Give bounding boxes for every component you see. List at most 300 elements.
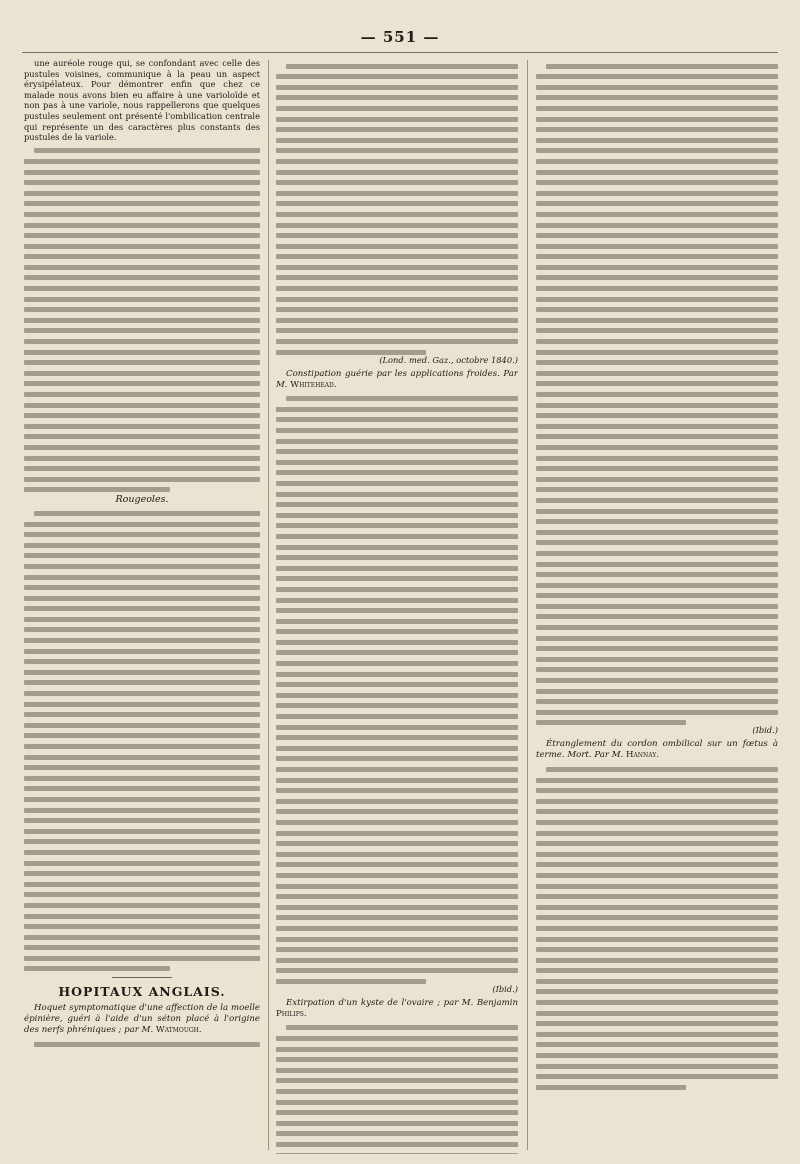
text-line (276, 233, 518, 238)
text-line (34, 511, 260, 516)
text-line (536, 625, 778, 630)
text-line (276, 117, 518, 122)
text-line (536, 434, 778, 439)
text-line (536, 1011, 778, 1016)
text-line (24, 606, 260, 611)
text-line (276, 619, 518, 624)
text-line (24, 487, 170, 492)
text-line (536, 403, 778, 408)
text-line (24, 191, 260, 196)
text-line (24, 307, 260, 312)
text-line (24, 456, 260, 461)
opening-paragraph: une auréole rouge qui, se confondant avec celle des pustules voisines, communique à la peau un aspect érysipélateux. Pour démontrer enfin que chez ce malade nous avons bien eu affaire à une varioloïde et non pas à une variole, nous rappellerons que quelques pustules seulement ont présenté l'ombilication centrale qui représente un des caractères plus constants des pustules de la variole. (24, 58, 260, 143)
text-line (24, 328, 260, 333)
text-line (24, 434, 260, 439)
text-line (276, 979, 426, 984)
column-1 (24, 58, 260, 1154)
section-heading-hopitaux-anglais: HOPITAUX ANGLAIS. (58, 984, 226, 1000)
text-line (536, 1021, 778, 1026)
text-line (276, 778, 518, 783)
column-divider-right (527, 60, 528, 1150)
text-line (536, 371, 778, 376)
text-line (276, 873, 518, 878)
text-line (536, 350, 778, 355)
text-line (24, 702, 260, 707)
text-line (536, 191, 778, 196)
text-line (536, 699, 778, 704)
text-line (276, 328, 518, 333)
text-line (276, 254, 518, 259)
text-line (276, 693, 518, 698)
text-line (276, 265, 518, 270)
text-line (24, 543, 260, 548)
text-line (276, 201, 518, 206)
text-line (276, 85, 518, 90)
text-block-4 (276, 64, 518, 355)
text-line (276, 180, 518, 185)
text-line (276, 534, 518, 539)
text-line (276, 1057, 518, 1062)
text-line (24, 180, 260, 185)
source-note-lond-med-gaz: (Lond. med. Gaz., octobre 1840.) (379, 354, 518, 365)
text-line (24, 638, 260, 643)
text-line (536, 233, 778, 238)
text-line (24, 445, 260, 450)
text-line (24, 659, 260, 664)
text-line (24, 786, 260, 791)
text-line (536, 958, 778, 963)
text-line (276, 852, 518, 857)
text-line (536, 667, 778, 672)
text-line (276, 339, 518, 344)
text-line (276, 1100, 518, 1105)
text-line (276, 513, 518, 518)
text-line (276, 138, 518, 143)
text-line (276, 756, 518, 761)
text-line (276, 608, 518, 613)
text-line (276, 650, 518, 655)
text-line (536, 989, 778, 994)
text-line (536, 809, 778, 814)
text-line (24, 776, 260, 781)
text-line (276, 1047, 518, 1052)
text-line (24, 733, 260, 738)
text-line (276, 661, 518, 666)
text-line (536, 456, 778, 461)
text-line (24, 966, 170, 971)
text-line (276, 788, 518, 793)
text-line (276, 307, 518, 312)
text-line (276, 862, 518, 867)
text-line (536, 328, 778, 333)
text-line (24, 564, 260, 569)
text-line (536, 297, 778, 302)
text-line (24, 575, 260, 580)
text-line (24, 956, 260, 961)
article-title-hoquet-text: Hoquet symptomatique d'une affection de la moelle épinière, guéri à l'aide d'un séton placé à l'origine des nerfs phréniques ; par M. (24, 1003, 260, 1036)
text-line (276, 937, 518, 942)
text-line (276, 894, 518, 899)
text-line (24, 882, 260, 887)
text-line (24, 318, 260, 323)
text-line (24, 924, 260, 929)
text-line (276, 318, 518, 323)
text-line (276, 439, 518, 444)
text-line (286, 64, 518, 69)
text-line (536, 884, 778, 889)
article-title-kyste-ovaire (276, 998, 518, 1020)
text-line (276, 212, 518, 217)
text-line (536, 604, 778, 609)
text-line (276, 576, 518, 581)
text-line (24, 871, 260, 876)
text-line (276, 460, 518, 465)
text-line (24, 350, 260, 355)
text-line (276, 350, 426, 355)
article-title-constipation-text: Constipation guérie par les applications froides. Par M. (276, 368, 518, 390)
text-line (536, 572, 778, 577)
text-line (24, 265, 260, 270)
text-line (536, 1042, 778, 1047)
text-line (536, 498, 778, 503)
text-line (24, 680, 260, 685)
text-block-8 (536, 767, 778, 1090)
text-line (24, 297, 260, 302)
text-line (536, 979, 778, 984)
text-line (276, 1131, 518, 1136)
text-line (24, 723, 260, 728)
text-line (536, 852, 778, 857)
text-line (24, 286, 260, 291)
text-line (276, 746, 518, 751)
article-title-constipation (276, 369, 518, 391)
text-line (276, 449, 518, 454)
text-line (536, 720, 686, 725)
text-line (24, 945, 260, 950)
text-line (536, 689, 778, 694)
text-line (276, 191, 518, 196)
text-block-7 (536, 64, 778, 726)
text-line (276, 629, 518, 634)
text-line (276, 905, 518, 910)
separator (112, 977, 172, 978)
text-line (536, 778, 778, 783)
column-3 (536, 58, 778, 1154)
text-line (536, 657, 778, 662)
article-title-etranglement-text: Étranglement du cordon ombilical sur un fœtus à terme. Mort. Par M. (536, 739, 778, 761)
text-line (276, 275, 518, 280)
article-title-etranglement (536, 739, 778, 761)
text-line (536, 360, 778, 365)
text-line (536, 710, 778, 715)
text-line (536, 862, 778, 867)
text-line (276, 1121, 518, 1126)
text-line (24, 755, 260, 760)
text-line (536, 551, 778, 556)
text-line (276, 244, 518, 249)
text-line (536, 127, 778, 132)
text-line (276, 703, 518, 708)
text-line (536, 392, 778, 397)
text-line (24, 712, 260, 717)
text-line (536, 646, 778, 651)
text-line (536, 254, 778, 259)
text-line (536, 1085, 686, 1090)
text-line (276, 640, 518, 645)
text-line (276, 555, 518, 560)
text-line (24, 275, 260, 280)
text-line (276, 714, 518, 719)
text-line (276, 1153, 518, 1154)
text-line (536, 873, 778, 878)
text-line (536, 509, 778, 514)
text-line (536, 937, 778, 942)
text-line (24, 381, 260, 386)
column-2 (276, 58, 518, 1154)
text-line (276, 502, 518, 507)
text-line (276, 481, 518, 486)
text-line (536, 286, 778, 291)
text-line (276, 297, 518, 302)
text-line (276, 672, 518, 677)
text-line (276, 74, 518, 79)
text-line (276, 170, 518, 175)
text-line (536, 445, 778, 450)
text-line (536, 74, 778, 79)
text-line (536, 788, 778, 793)
article-author-philips: Philips. (276, 1008, 307, 1019)
text-line (276, 106, 518, 111)
text-line (276, 809, 518, 814)
text-line (276, 470, 518, 475)
text-line (24, 339, 260, 344)
text-line (276, 926, 518, 931)
text-line (536, 201, 778, 206)
text-line (536, 466, 778, 471)
text-line (276, 799, 518, 804)
text-line (536, 831, 778, 836)
text-line (276, 492, 518, 497)
source-note-ibid-col3: (Ibid.) (752, 725, 778, 736)
text-line (276, 159, 518, 164)
text-line (536, 583, 778, 588)
text-line (24, 892, 260, 897)
text-line (276, 735, 518, 740)
text-line (276, 958, 518, 963)
article-author-whitehead: Whitehead. (290, 379, 337, 390)
text-line (24, 596, 260, 601)
text-line (276, 95, 518, 100)
text-line (24, 903, 260, 908)
text-line (24, 233, 260, 238)
text-line (276, 1068, 518, 1073)
text-line (536, 307, 778, 312)
text-line (536, 170, 778, 175)
text-line (276, 127, 518, 132)
text-line (34, 1042, 260, 1047)
article-author-hannay: Hannay. (625, 750, 660, 761)
text-line (24, 585, 260, 590)
text-line (24, 839, 260, 844)
text-line (536, 318, 778, 323)
text-line (286, 396, 518, 401)
source-note-ibid-col2: (Ibid.) (492, 983, 518, 994)
text-line (34, 148, 260, 153)
text-line (276, 820, 518, 825)
text-line (536, 95, 778, 100)
text-block-3 (24, 1042, 260, 1047)
text-line (536, 519, 778, 524)
text-line (24, 392, 260, 397)
text-line (286, 1025, 518, 1030)
text-line (276, 831, 518, 836)
text-line (24, 627, 260, 632)
text-line (276, 682, 518, 687)
text-line (24, 403, 260, 408)
text-line (276, 915, 518, 920)
text-line (276, 1110, 518, 1115)
page-number-value: 551 (382, 28, 418, 46)
text-line (276, 968, 518, 973)
text-line (24, 914, 260, 919)
article-author-watmough: Watmough. (155, 1025, 202, 1036)
text-line (276, 1078, 518, 1083)
text-line (536, 487, 778, 492)
text-line (24, 223, 260, 228)
text-line (536, 1000, 778, 1005)
text-block-6 (276, 1025, 518, 1154)
text-line (536, 915, 778, 920)
text-line (536, 159, 778, 164)
text-line (24, 861, 260, 866)
text-line (24, 360, 260, 365)
text-line (24, 818, 260, 823)
text-line (536, 1032, 778, 1037)
article-title-hoquet (24, 1003, 260, 1036)
text-line (536, 339, 778, 344)
text-line (276, 407, 518, 412)
text-line (536, 223, 778, 228)
text-line (536, 593, 778, 598)
text-line (276, 417, 518, 422)
text-line (24, 670, 260, 675)
text-line (276, 523, 518, 528)
text-line (536, 820, 778, 825)
text-line (24, 413, 260, 418)
text-line (536, 636, 778, 641)
text-line (24, 212, 260, 217)
text-line (536, 1053, 778, 1058)
text-line (536, 530, 778, 535)
text-line (536, 540, 778, 545)
text-line (24, 522, 260, 527)
text-line (24, 466, 260, 471)
text-line (24, 850, 260, 855)
text-line (24, 797, 260, 802)
text-line (24, 808, 260, 813)
text-line (546, 767, 778, 772)
text-line (276, 428, 518, 433)
text-line (276, 1142, 518, 1147)
text-line (276, 148, 518, 153)
text-line (24, 691, 260, 696)
header-rule (22, 52, 778, 53)
text-line (24, 649, 260, 654)
text-line (24, 424, 260, 429)
text-line (24, 829, 260, 834)
article-title-kyste-ovaire-text: Extirpation d'un kyste de l'ovaire ; par M. Benjamin (286, 997, 518, 1008)
text-line (24, 244, 260, 249)
text-line (276, 884, 518, 889)
text-line (276, 598, 518, 603)
text-line (276, 841, 518, 846)
text-line (536, 926, 778, 931)
column-divider-left (268, 60, 269, 1150)
text-line (24, 765, 260, 770)
text-line (24, 935, 260, 940)
text-line (536, 244, 778, 249)
text-line (536, 562, 778, 567)
text-line (276, 947, 518, 952)
text-line (276, 223, 518, 228)
text-line (276, 1036, 518, 1041)
section-heading-rougeoles: Rougeoles. (115, 494, 169, 506)
text-line (536, 799, 778, 804)
text-line (276, 587, 518, 592)
text-line (24, 617, 260, 622)
text-line (276, 1089, 518, 1094)
text-line (536, 678, 778, 683)
text-line (536, 424, 778, 429)
text-line (536, 477, 778, 482)
text-line (536, 614, 778, 619)
text-line (536, 212, 778, 217)
text-line (536, 413, 778, 418)
text-line (536, 1064, 778, 1069)
text-block-1 (24, 148, 260, 492)
text-line (24, 371, 260, 376)
text-block-5 (276, 396, 518, 984)
text-line (536, 905, 778, 910)
text-line (276, 725, 518, 730)
text-line (546, 64, 778, 69)
text-block-2 (24, 511, 260, 972)
text-line (24, 159, 260, 164)
text-line (536, 148, 778, 153)
text-line (536, 841, 778, 846)
text-line (536, 180, 778, 185)
text-line (536, 381, 778, 386)
text-line (24, 477, 260, 482)
text-line (536, 947, 778, 952)
text-line (536, 138, 778, 143)
text-line (536, 1074, 778, 1079)
text-line (24, 744, 260, 749)
text-line (536, 894, 778, 899)
text-line (536, 106, 778, 111)
text-line (276, 286, 518, 291)
text-line (276, 767, 518, 772)
page-number: — 551 — (360, 28, 440, 46)
text-line (536, 968, 778, 973)
text-line (536, 275, 778, 280)
text-line (24, 532, 260, 537)
text-line (276, 545, 518, 550)
text-line (24, 254, 260, 259)
text-line (536, 117, 778, 122)
text-line (276, 566, 518, 571)
text-line (24, 553, 260, 558)
